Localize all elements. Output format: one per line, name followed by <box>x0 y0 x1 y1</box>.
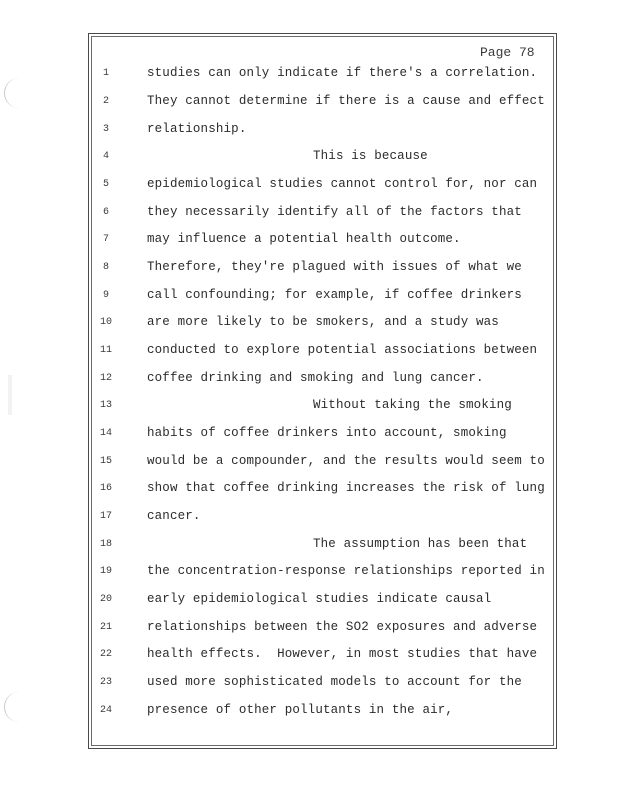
line-number: 6 <box>102 207 109 218</box>
transcript-line: they necessarily identify all of the factors that <box>147 205 522 219</box>
transcript-line: the concentration-response relationships reported in <box>147 564 545 578</box>
transcript-line: call confounding; for example, if coffee drinkers <box>147 288 522 302</box>
transcript-line: They cannot determine if there is a cause and effect <box>147 94 545 108</box>
line-number: 2 <box>102 96 109 107</box>
transcript-line: coffee drinking and smoking and lung cancer. <box>147 371 484 385</box>
line-number: 21 <box>99 622 112 633</box>
line-number: 18 <box>99 539 112 550</box>
transcript-line: are more likely to be smokers, and a study was <box>147 315 499 329</box>
page-border-inner <box>91 36 554 746</box>
line-number: 23 <box>99 677 112 688</box>
line-number: 20 <box>99 594 112 605</box>
line-number: 1 <box>102 68 109 79</box>
transcript-line: relationships between the SO2 exposures and adverse <box>147 620 538 634</box>
transcript-line: epidemiological studies cannot control for, nor can <box>147 177 538 191</box>
line-number: 8 <box>102 262 109 273</box>
line-number: 14 <box>99 428 112 439</box>
line-number: 13 <box>99 400 112 411</box>
transcript-line: This is because <box>313 149 428 163</box>
line-number: 11 <box>99 345 112 356</box>
transcript-line: conducted to explore potential associations between <box>147 343 538 357</box>
line-number: 5 <box>102 179 109 190</box>
transcript-line: show that coffee drinking increases the risk of lung <box>147 481 545 495</box>
transcript-line: Therefore, they're plagued with issues of what we <box>147 260 522 274</box>
line-number: 3 <box>102 124 109 135</box>
transcript-line: relationship. <box>147 122 247 136</box>
transcript-line: presence of other pollutants in the air, <box>147 703 454 717</box>
transcript-line: The assumption has been that <box>313 537 528 551</box>
binder-hole-bottom <box>4 692 27 722</box>
line-number: 22 <box>99 649 112 660</box>
transcript-line: habits of coffee drinkers into account, smoking <box>147 426 507 440</box>
transcript-line: health effects. However, in most studies that have <box>147 647 538 661</box>
transcript-line: used more sophisticated models to account for the <box>147 675 522 689</box>
transcript-line: may influence a potential health outcome. <box>147 232 461 246</box>
transcript-line: cancer. <box>147 509 201 523</box>
line-number: 4 <box>102 151 109 162</box>
transcript-line: Without taking the smoking <box>313 398 512 412</box>
line-number: 15 <box>99 456 112 467</box>
line-number: 9 <box>102 290 109 301</box>
line-number: 19 <box>99 566 112 577</box>
scan-artifact <box>8 375 12 415</box>
page-number: Page 78 <box>480 45 535 60</box>
transcript-line: would be a compounder, and the results would seem to <box>147 454 545 468</box>
line-number: 10 <box>99 317 112 328</box>
line-number: 16 <box>99 483 112 494</box>
binder-hole-top <box>4 78 27 108</box>
line-number: 7 <box>102 234 109 245</box>
line-number: 24 <box>99 705 112 716</box>
transcript-line: early epidemiological studies indicate causal <box>147 592 492 606</box>
line-number: 17 <box>99 511 112 522</box>
transcript-line: studies can only indicate if there's a correlation. <box>147 66 538 80</box>
line-number: 12 <box>99 373 112 384</box>
